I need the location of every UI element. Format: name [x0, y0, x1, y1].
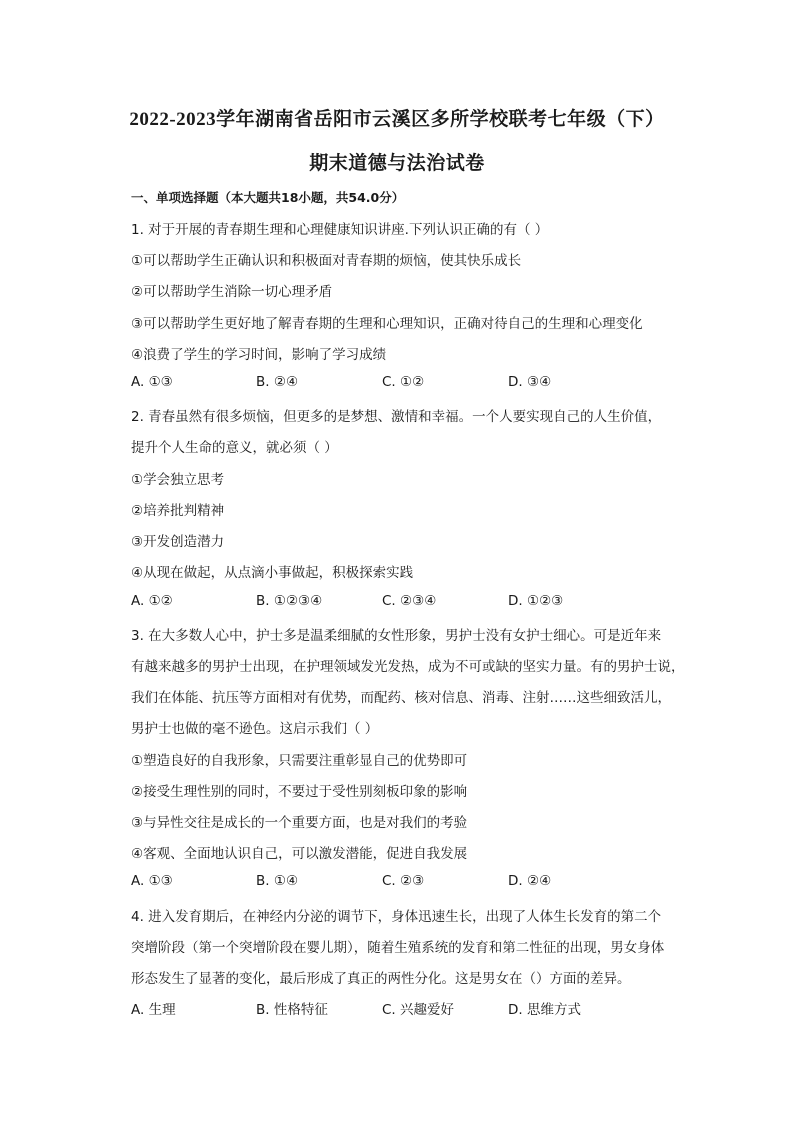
question-2-statement-2: ②培养批判精神 — [131, 503, 225, 519]
option-c: C. ①② — [382, 374, 425, 390]
question-3-statement-1: ①塑造良好的自我形象，只需要注重彰显自己的优势即可 — [131, 753, 468, 769]
question-4-options — [131, 998, 671, 1016]
document-title-line-1: 2022-2023学年湖南省岳阳市云溪区多所学校联考七年级（下） — [129, 109, 665, 130]
option-b: B. ①④ — [256, 873, 299, 889]
option-b: B. ②④ — [256, 374, 299, 390]
question-1-statement-4: ④浪费了学生的学习时间，影响了学习成绩 — [131, 347, 387, 363]
question-3-statement-4: ④客观、全面地认识自己，可以激发潜能，促进自我发展 — [131, 846, 468, 862]
question-1-options — [131, 374, 671, 392]
option-d: D. ③④ — [508, 374, 552, 390]
question-4-stem-line-3: 形态发生了显著的变化，最后形成了真正的两性分化。这是男女在（）方面的差异。 — [131, 971, 631, 987]
question-3-stem-line-4: 男护士也做的毫不逊色。这启示我们（ ） — [131, 721, 379, 737]
question-3-stem-line-3: 我们在体能、抗压等方面相对有优势，而配药、核对信息、消毒、注射……这些细致活儿， — [131, 690, 671, 706]
question-3-statement-2: ②接受生理性别的同时，不要过于受性别刻板印象的影响 — [131, 784, 468, 800]
question-3-options — [131, 873, 671, 891]
option-c: C. 兴趣爱好 — [382, 1002, 455, 1018]
option-a: A. 生理 — [131, 1002, 176, 1018]
question-2-statement-4: ④从现在做起，从点滴小事做起，积极探索实践 — [131, 565, 414, 581]
question-2-options — [131, 593, 671, 611]
question-2-statement-3: ③开发创造潜力 — [131, 534, 225, 550]
document-title-line-2: 期末道德与法治试卷 — [309, 153, 485, 174]
question-4-stem-line-1: 4. 进入发育期后，在神经内分泌的调节下，身体迅速生长，出现了人体生长发育的第二个 — [131, 909, 662, 925]
question-2-statement-1: ①学会独立思考 — [131, 472, 225, 488]
option-d: D. 思维方式 — [508, 1002, 581, 1018]
option-c: C. ②③ — [382, 873, 425, 889]
option-a: A. ①③ — [131, 374, 173, 390]
question-1-statement-1: ①可以帮助学生正确认识和积极面对青春期的烦恼，使其快乐成长 — [131, 253, 522, 269]
question-3-stem-line-2: 有越来越多的男护士出现，在护理领域发光发热，成为不可或缺的坚实力量。有的男护士说， — [131, 659, 685, 675]
option-b: B. 性格特征 — [256, 1002, 328, 1018]
question-3-stem-line-1: 3. 在大多数人心中，护士多是温柔细腻的女性形象，男护士没有女护士细心。可是近年来 — [131, 628, 662, 644]
question-1-statement-2: ②可以帮助学生消除一切心理矛盾 — [131, 284, 333, 300]
section-heading: 一、单项选择题（本大题共18小题，共54.0分） — [131, 190, 405, 205]
question-1-stem: 1. 对于开展的青春期生理和心理健康知识讲座.下列认识正确的有（ ） — [131, 222, 549, 238]
option-a: A. ①③ — [131, 873, 173, 889]
option-c: C. ②③④ — [382, 593, 437, 609]
question-2-stem-line-1: 2. 青春虽然有很多烦恼，但更多的是梦想、激情和幸福。一个人要实现自己的人生价值， — [131, 409, 662, 425]
question-1-statement-3: ③可以帮助学生更好地了解青春期的生理和心理知识，正确对待自己的生理和心理变化 — [131, 316, 643, 332]
question-2-stem-line-2: 提升个人生命的意义，就必须（ ） — [131, 440, 338, 456]
option-a: A. ①② — [131, 593, 173, 609]
option-d: D. ①②③ — [508, 593, 564, 609]
question-4-stem-line-2: 突增阶段（第一个突增阶段在婴儿期），随着生殖系统的发育和第二性征的出现，男女身体 — [131, 940, 665, 956]
option-d: D. ②④ — [508, 873, 552, 889]
option-b: B. ①②③④ — [256, 593, 323, 609]
question-3-statement-3: ③与异性交往是成长的一个重要方面，也是对我们的考验 — [131, 815, 468, 831]
